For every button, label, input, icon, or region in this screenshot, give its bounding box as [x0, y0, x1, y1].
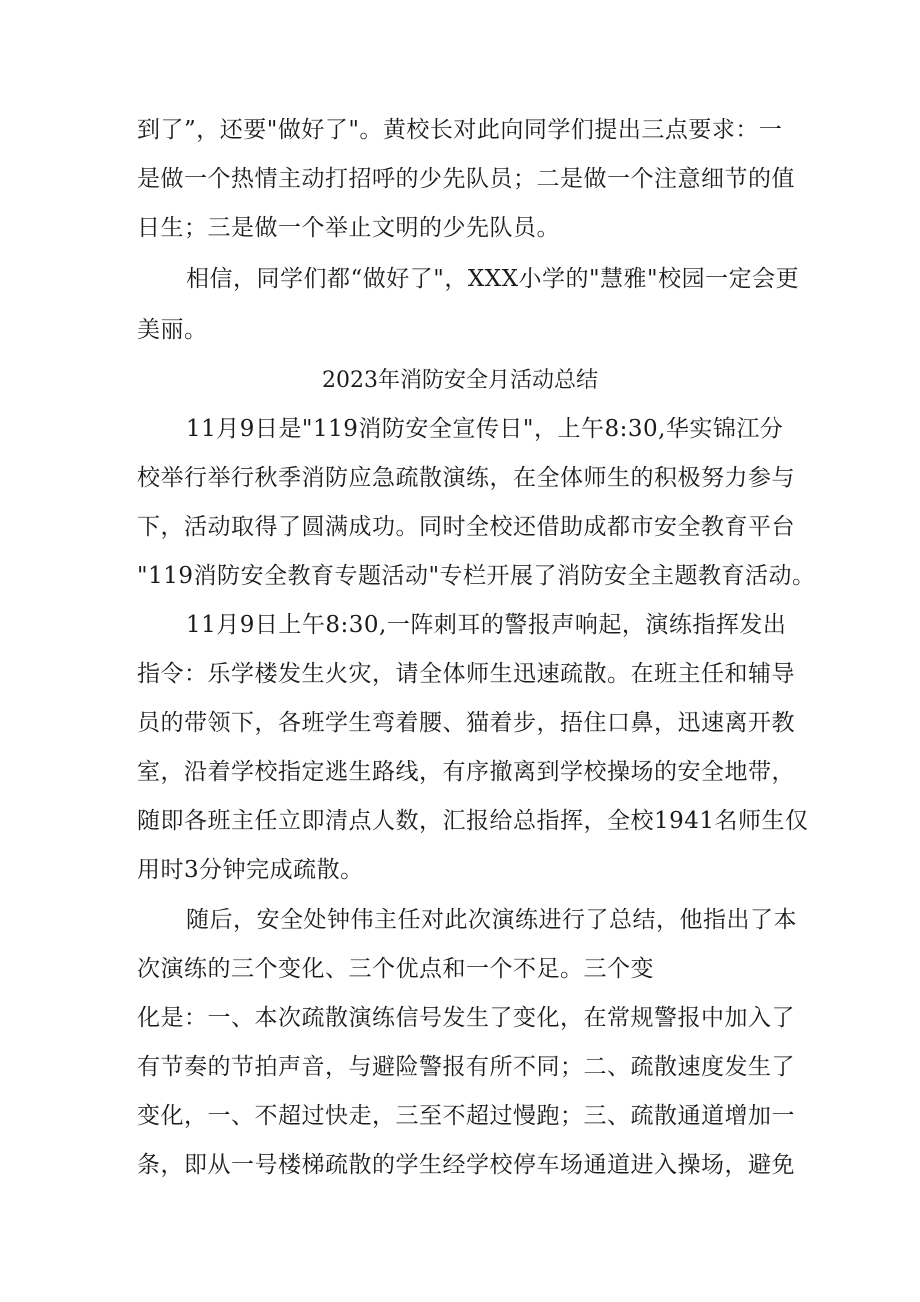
- document-title: 2023年消防安全月活动总结: [322, 368, 598, 393]
- paragraph-line: 有节奏的节拍声音，与避险警报有所不同；二、疏散速度发生了: [137, 1054, 795, 1080]
- paragraph-line: 校举行举行秋季消防应急疏散演练，在全体师生的积极努力参与: [137, 465, 795, 491]
- paragraph-line: 变化，一、不超过快走，三至不超过慢跑；三、疏散通道增加一: [137, 1103, 795, 1129]
- paragraph-line: 指令：乐学楼发生火灾，请全体师生迅速疏散。在班主任和辅导: [137, 661, 795, 687]
- paragraph-line: 相信，同学们都“做好了"，XXX小学的"慧雅"校园一定会更: [186, 266, 800, 292]
- paragraph-line: 11月9日上午8:30,一阵刺耳的警报声响起，演练指挥发出: [186, 612, 787, 638]
- paragraph-line: 次演练的三个变化、三个优点和一个不足。三个变: [137, 956, 654, 982]
- paragraph-line: 条，即从一号楼梯疏散的学生经学校停车场通道进入操场，避免: [137, 1152, 795, 1178]
- paragraph-line: 到了”，还要"做好了"。黄校长对此向同学们提出三点要求：一: [137, 117, 783, 143]
- paragraph-line: 员的带领下，各班学生弯着腰、猫着步，捂住口鼻，迅速离开教: [137, 710, 795, 736]
- paragraph-line: "119消防安全教育专题活动"专栏开展了消防安全主题教育活动。: [137, 563, 816, 589]
- paragraph-line: 美丽。: [137, 317, 208, 343]
- paragraph-line: 日生；三是做一个举止文明的少先队员。: [137, 215, 560, 241]
- paragraph-line: 室，沿着学校指定逃生路线，有序撤离到学校操场的安全地带，: [137, 759, 795, 785]
- paragraph-line: 11月9日是"119消防安全宣传日"，上午8:30,华实锦江分: [186, 416, 784, 442]
- paragraph-line: 是做一个热情主动打招呼的少先队员；二是做一个注意细节的值: [137, 166, 795, 192]
- paragraph-line: 下，活动取得了圆满成功。同时全校还借助成都市安全教育平台: [137, 514, 795, 540]
- paragraph-line: 用时3分钟完成疏散。: [137, 857, 364, 883]
- paragraph-line: 随即各班主任立即清点人数，汇报给总指挥，全校1941名师生仅: [137, 808, 809, 834]
- paragraph-line: 随后，安全处钟伟主任对此次演练进行了总结，他指出了本: [186, 907, 797, 933]
- paragraph-line: 化是：一、本次疏散演练信号发生了变化，在常规警报中加入了: [137, 1005, 795, 1031]
